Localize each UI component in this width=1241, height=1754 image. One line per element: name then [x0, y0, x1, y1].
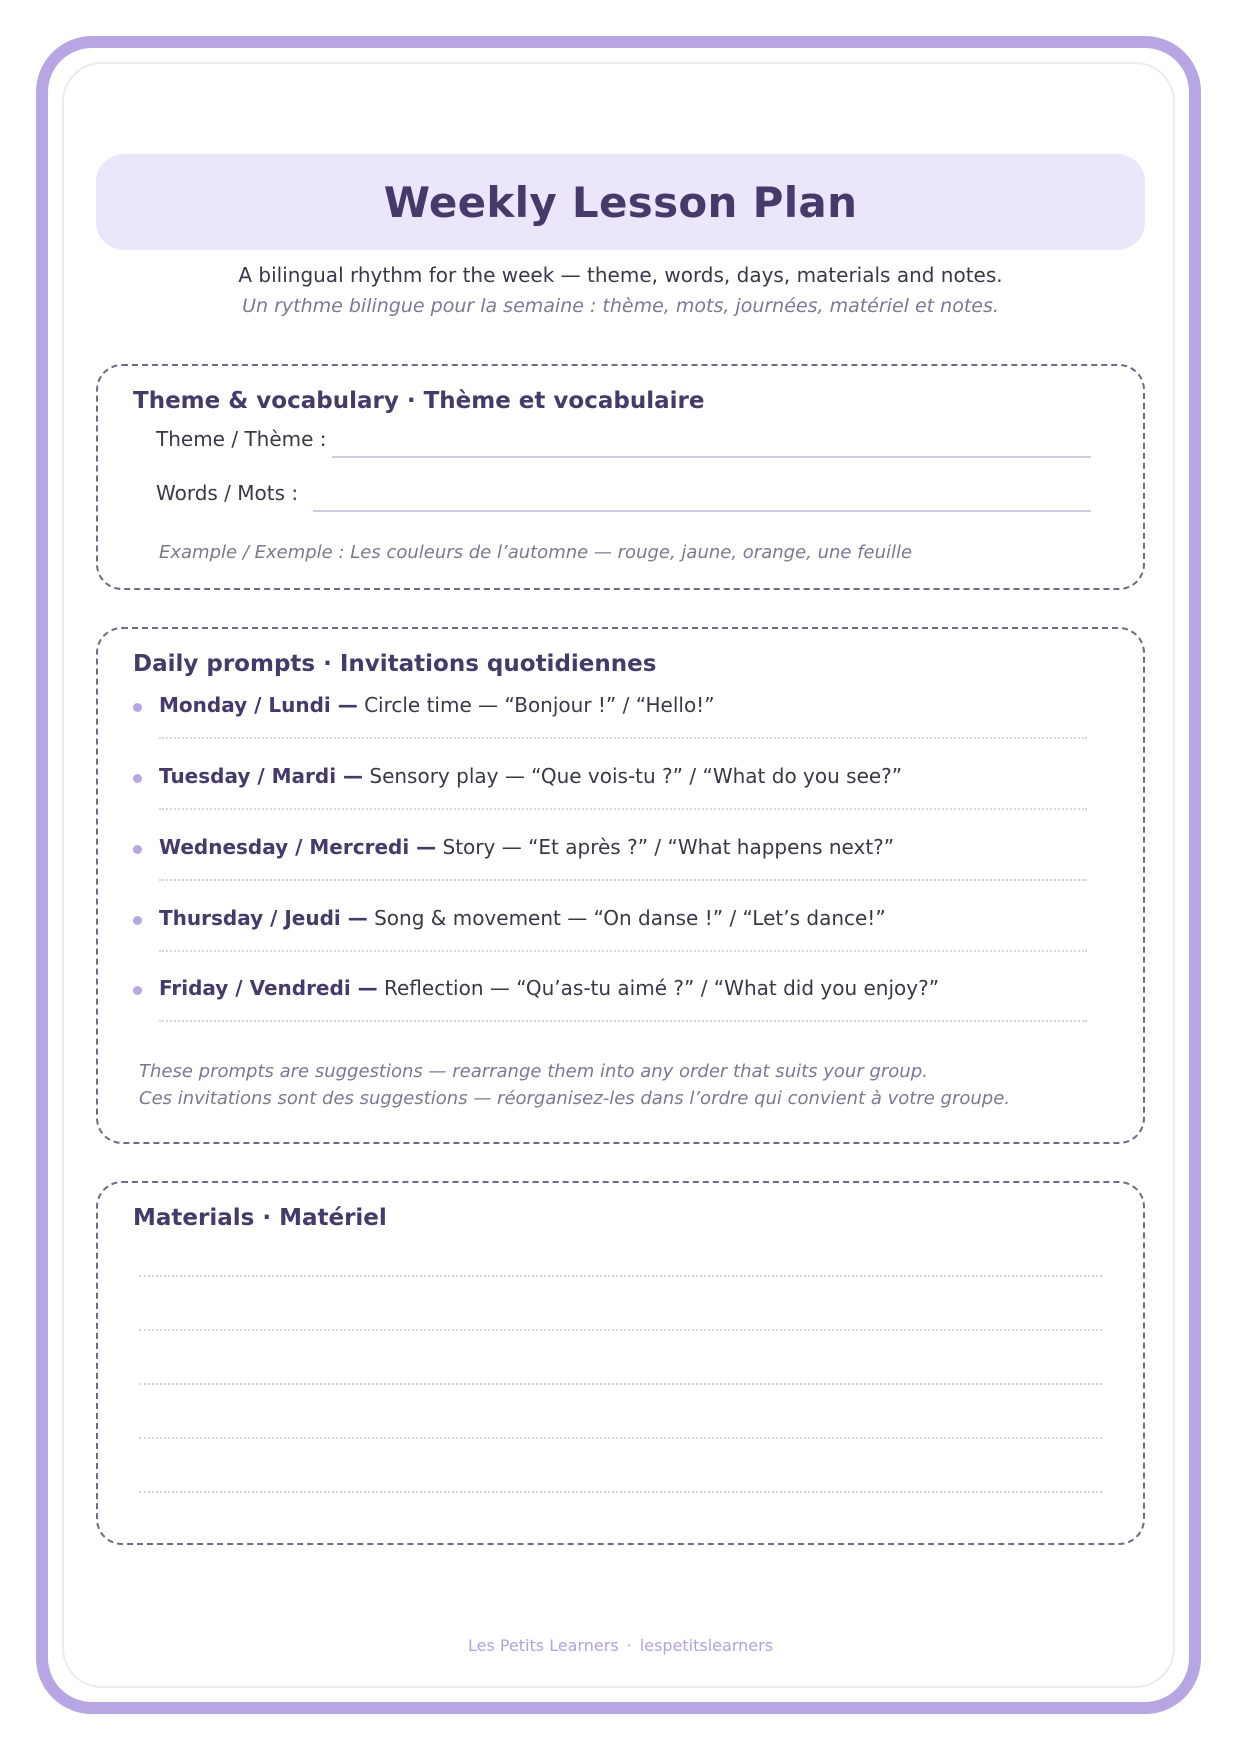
list-item — [98, 976, 1143, 1016]
writing-line[interactable] — [159, 1020, 1087, 1022]
writing-line[interactable] — [139, 1437, 1102, 1439]
writing-line[interactable] — [159, 808, 1087, 810]
day-prompt: Circle time — “Bonjour !” / “Hello!” — [364, 693, 715, 717]
footer-brand: Les Petits Learners — [467, 1636, 619, 1655]
materials-card — [96, 1181, 1145, 1545]
note-french: Ces invitations sont des suggestions — réorganisez-les dans l’ordre qui convient à votre groupe. — [139, 1088, 1011, 1109]
bullet-icon — [133, 774, 142, 783]
day-prompt: Story — “Et après ?” / “What happens next?” — [442, 835, 895, 859]
footer-separator: · — [626, 1636, 632, 1655]
footer-handle: lespetitslearners — [639, 1636, 774, 1655]
writing-line[interactable] — [139, 1383, 1102, 1385]
theme-section-heading: Theme & vocabulary · Thème et vocabulaire — [133, 388, 705, 414]
page-title: Weekly Lesson Plan — [383, 177, 858, 227]
list-item — [98, 764, 1143, 804]
subtitle-english: A bilingual rhythm for the week — theme, words, days, materials and notes. — [238, 263, 1003, 287]
theme-vocabulary-card — [96, 364, 1145, 590]
day-name: Tuesday / Mardi — — [159, 764, 364, 788]
example-text: Example / Exemple : Les couleurs de l’automne — rouge, jaune, orange, une feuille — [159, 542, 913, 563]
day-prompt: Song & movement — “On danse !” / “Let’s dance!” — [374, 906, 886, 930]
theme-field[interactable] — [332, 456, 1091, 458]
writing-line[interactable] — [139, 1275, 1102, 1277]
day-prompt: Reflection — “Qu’as-tu aimé ?” / “What did you enjoy?” — [384, 976, 940, 1000]
day-name: Wednesday / Mercredi — — [159, 835, 437, 859]
title-band — [96, 154, 1145, 250]
subtitle-french: Un rythme bilingue pour la semaine : thème, mots, journées, matériel et notes. — [242, 295, 999, 317]
writing-line[interactable] — [139, 1329, 1102, 1331]
daily-section-heading: Daily prompts · Invitations quotidiennes — [133, 651, 657, 677]
words-field-label: Words / Mots : — [156, 481, 299, 505]
day-name: Monday / Lundi — — [159, 693, 358, 717]
bullet-icon — [133, 845, 142, 854]
day-name: Thursday / Jeudi — — [159, 906, 368, 930]
bullet-icon — [133, 703, 142, 712]
day-name: Friday / Vendredi — — [159, 976, 378, 1000]
footer — [0, 1636, 1241, 1655]
list-item — [98, 835, 1143, 875]
theme-field-label: Theme / Thème : — [156, 427, 327, 451]
day-prompt: Sensory play — “Que vois-tu ?” / “What do you see?” — [369, 764, 903, 788]
note-english: These prompts are suggestions — rearrange them into any order that suits your group. — [139, 1061, 928, 1082]
writing-line[interactable] — [159, 950, 1087, 952]
daily-prompts-card — [96, 627, 1145, 1144]
writing-line[interactable] — [159, 737, 1087, 739]
bullet-icon — [133, 986, 142, 995]
words-field[interactable] — [313, 510, 1091, 512]
list-item — [98, 906, 1143, 946]
materials-section-heading: Materials · Matériel — [133, 1205, 387, 1231]
bullet-icon — [133, 916, 142, 925]
list-item — [98, 693, 1143, 733]
writing-line[interactable] — [139, 1491, 1102, 1493]
writing-line[interactable] — [159, 879, 1087, 881]
